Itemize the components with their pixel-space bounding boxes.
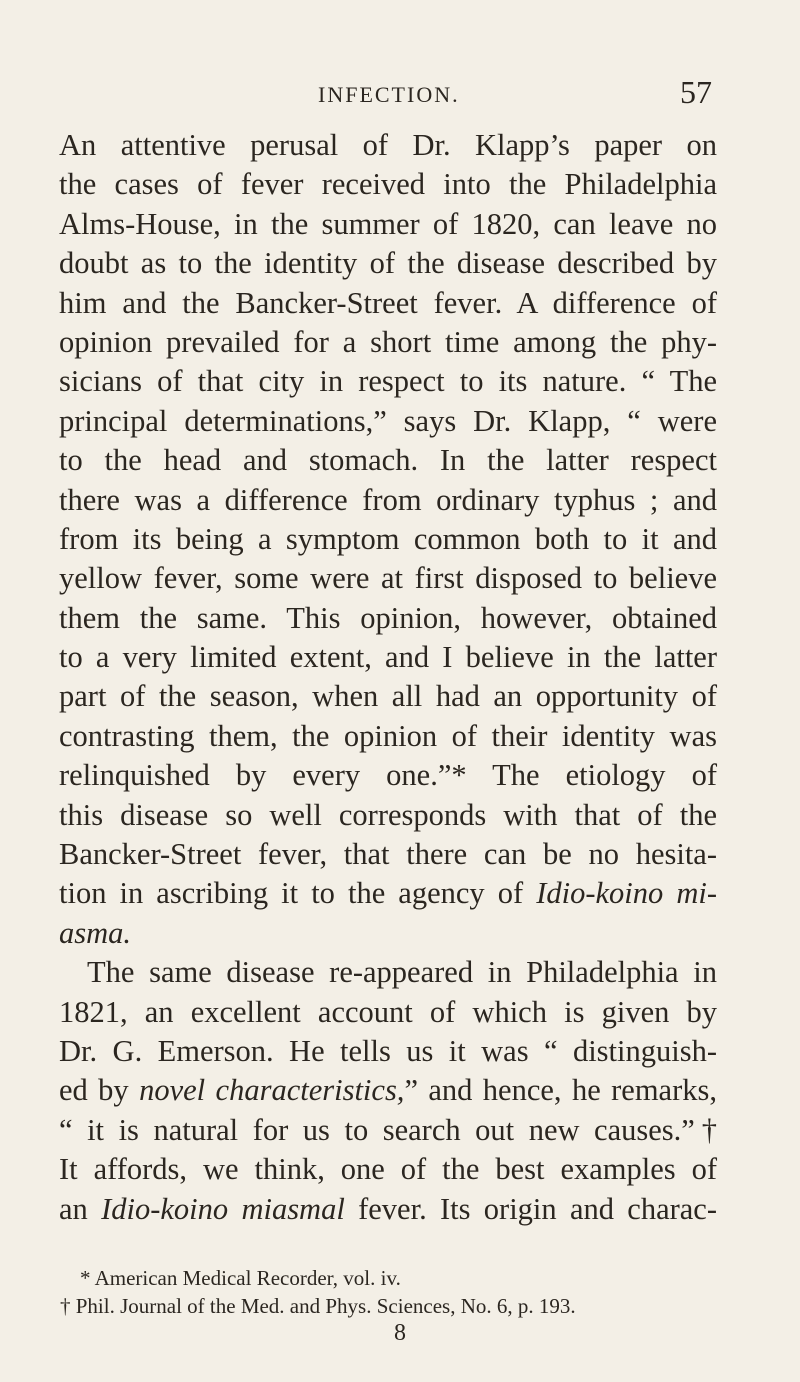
text-line: principal determinations,” says Dr. Klapp, “ were (59, 403, 717, 438)
text-line: him and the Bancker-Street fever. A difference of (59, 285, 717, 320)
text-line: sicians of that city in respect to its nature. “ The (59, 364, 717, 399)
text-line: yellow fever, some were at first disposed to believe (59, 561, 717, 596)
text-line: opinion prevailed for a short time among the phy- (59, 324, 717, 359)
text-line: to a very limited extent, and I believe in the latter (59, 640, 717, 675)
italic-term: asma. (59, 915, 132, 950)
running-head-title: INFECTION. (318, 82, 460, 107)
footnotes (60, 1264, 720, 1320)
text-line: It affords, we think, one of the best examples of (59, 1152, 717, 1187)
footnote: † Phil. Journal of the Med. and Phys. Sciences, No. 6, p. 193. (60, 1294, 576, 1318)
italic-term: novel characteristics, (139, 1073, 405, 1108)
text-line: the cases of fever received into the Philadelphia (59, 167, 717, 202)
text-run: an (59, 1191, 102, 1226)
page-number: 57 (680, 74, 712, 110)
text-line (59, 1071, 717, 1110)
text-line: “ it is natural for us to search out new causes.”† (59, 1112, 717, 1147)
text-run: ” and hence, he remarks, (404, 1073, 717, 1108)
text-line: An attentive perusal of Dr. Klapp’s paper on (59, 128, 717, 162)
text-line (59, 1190, 717, 1229)
text-run: ed by (59, 1073, 140, 1108)
body-text (59, 126, 717, 1229)
text-line: relinquished by every one.”* The etiology of (59, 758, 717, 793)
italic-term: Idio-koino mi- (536, 876, 717, 911)
text-line: this disease so well corresponds with that of the (59, 797, 717, 832)
text-line: doubt as to the identity of the disease described by (59, 246, 717, 281)
text-line: them the same. This opinion, however, obtained (59, 600, 717, 635)
signature-mark: 8 (394, 1320, 406, 1346)
text-line: Bancker-Street fever, that there can be no hesita- (59, 837, 717, 872)
italic-term: Idio-koino miasmal (101, 1191, 345, 1226)
text-line: to the head and stomach. In the latter respect (59, 443, 717, 478)
text-line (59, 874, 717, 913)
text-line: Alms-House, in the summer of 1820, can leave no (59, 206, 717, 241)
text-line: contrasting them, the opinion of their identity was (59, 718, 717, 753)
running-head (0, 74, 800, 114)
text-line: 1821, an excellent account of which is given by (59, 994, 717, 1029)
text-line (59, 914, 717, 953)
text-line: Dr. G. Emerson. He tells us it was “ distinguish- (59, 1033, 717, 1068)
footnote: * American Medical Recorder, vol. iv. (80, 1266, 401, 1290)
text-line: there was a difference from ordinary typhus ; and (59, 482, 717, 517)
text-run: tion in ascribing it to the agency of (59, 876, 537, 911)
text-line: from its being a symptom common both to it and (59, 521, 717, 556)
text-line: part of the season, when all had an opportunity of (59, 679, 717, 714)
text-line: The same disease re-appeared in Philadelphia in (87, 955, 717, 990)
text-run: fever. Its origin and charac- (344, 1191, 717, 1226)
